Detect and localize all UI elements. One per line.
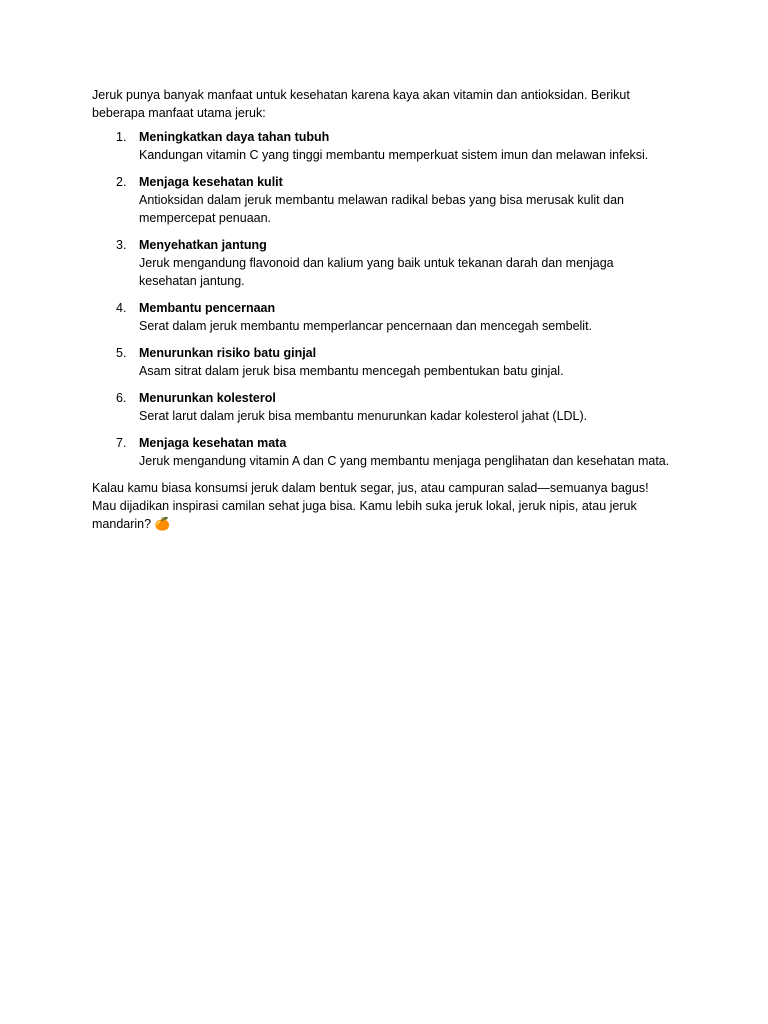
benefit-title: Menyehatkan jantung bbox=[139, 238, 267, 252]
benefit-description: Antioksidan dalam jeruk membantu melawan radikal bebas yang bisa merusak kulit dan mempercepat penuaan. bbox=[139, 193, 624, 225]
list-number: 3. bbox=[116, 238, 127, 252]
list-item bbox=[92, 236, 672, 290]
benefit-description: Serat larut dalam jeruk bisa membantu menurunkan kadar kolesterol jahat (LDL). bbox=[139, 409, 588, 423]
benefit-description: Jeruk mengandung flavonoid dan kalium yang baik untuk tekanan darah dan menjaga kesehatan jantung. bbox=[139, 256, 614, 288]
list-number: 1. bbox=[116, 130, 127, 144]
list-item bbox=[92, 344, 672, 380]
benefit-description: Asam sitrat dalam jeruk bisa membantu mencegah pembentukan batu ginjal. bbox=[139, 364, 564, 378]
benefit-description: Serat dalam jeruk membantu memperlancar pencernaan dan mencegah sembelit. bbox=[139, 319, 593, 333]
benefit-title: Menurunkan risiko batu ginjal bbox=[139, 346, 317, 360]
list-number: 6. bbox=[116, 391, 127, 405]
benefit-title: Meningkatkan daya tahan tubuh bbox=[139, 130, 330, 144]
benefits-list bbox=[92, 128, 672, 470]
list-item bbox=[92, 299, 672, 335]
benefit-description: Kandungan vitamin C yang tinggi membantu memperkuat sistem imun dan melawan infeksi. bbox=[139, 148, 649, 162]
benefit-title: Menurunkan kolesterol bbox=[139, 391, 276, 405]
list-item bbox=[92, 389, 672, 425]
list-number: 4. bbox=[116, 301, 127, 315]
benefit-description: Jeruk mengandung vitamin A dan C yang membantu menjaga penglihatan dan kesehatan mata. bbox=[139, 454, 670, 468]
list-number: 2. bbox=[116, 175, 127, 189]
list-number: 5. bbox=[116, 346, 127, 360]
list-number: 7. bbox=[116, 436, 127, 450]
benefit-title: Menjaga kesehatan mata bbox=[139, 436, 287, 450]
closing-paragraph: Kalau kamu biasa konsumsi jeruk dalam bentuk segar, jus, atau campuran salad—semuanya bagus! Mau dijadikan inspirasi camilan sehat juga bisa. Kamu lebih suka jeruk lokal, jeruk nipis, atau jeruk mandarin? 🍊 bbox=[92, 481, 649, 531]
list-item bbox=[92, 173, 672, 227]
list-item bbox=[92, 128, 672, 164]
intro-paragraph: Jeruk punya banyak manfaat untuk kesehatan karena kaya akan vitamin dan antioksidan. Berikut beberapa manfaat utama jeruk: bbox=[92, 88, 630, 120]
benefit-title: Menjaga kesehatan kulit bbox=[139, 175, 283, 189]
list-item bbox=[92, 434, 672, 470]
benefit-title: Membantu pencernaan bbox=[139, 301, 276, 315]
